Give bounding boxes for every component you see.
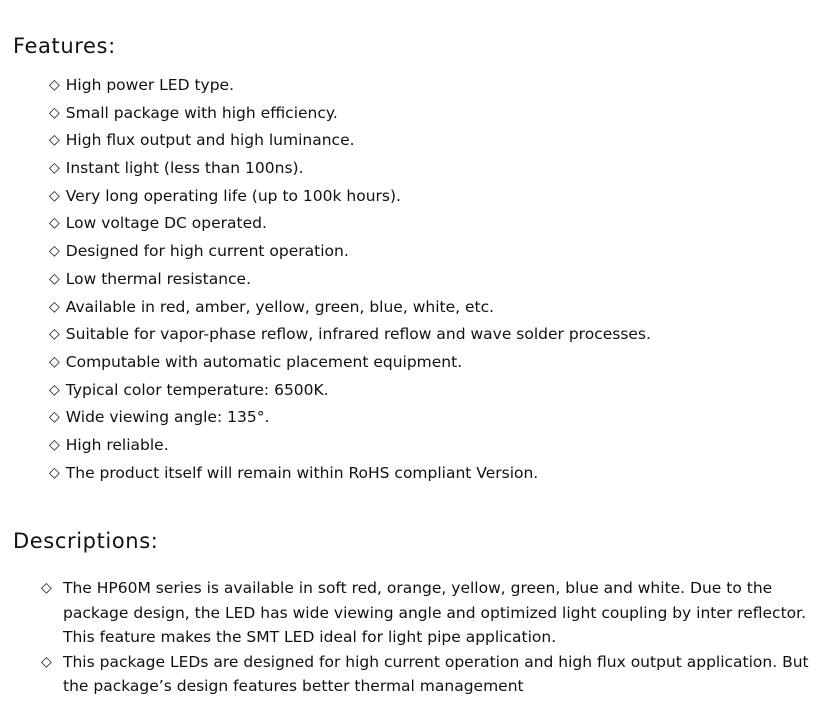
feature-item [49, 297, 651, 325]
feature-item [49, 186, 651, 214]
descriptions-heading: Descriptions: [13, 529, 159, 553]
feature-text: Suitable for vapor-phase reflow, infrared reflow and wave solder processes. [65, 325, 651, 344]
description-item [41, 576, 811, 650]
feature-item [49, 103, 651, 131]
feature-item [49, 213, 651, 241]
feature-text: Available in red, amber, yellow, green, blue, white, etc. [65, 297, 495, 316]
feature-text: Instant light (less than 100ns). [65, 159, 304, 178]
diamond-bullet-icon: ◇ [49, 381, 60, 398]
features-heading: Features: [13, 34, 116, 58]
diamond-bullet-icon: ◇ [49, 104, 60, 121]
feature-item [49, 463, 651, 491]
feature-item [49, 407, 651, 435]
feature-text: Very long operating life (up to 100k hours). [65, 186, 401, 205]
feature-text: Low thermal resistance. [65, 269, 252, 288]
feature-text: High flux output and high luminance. [65, 131, 355, 150]
features-list [49, 75, 651, 490]
feature-item [49, 158, 651, 186]
feature-text: Designed for high current operation. [65, 242, 349, 261]
feature-item [49, 269, 651, 297]
feature-text: High reliable. [65, 435, 169, 454]
diamond-bullet-icon: ◇ [49, 243, 60, 260]
feature-text: Typical color temperature: 6500K. [65, 380, 329, 399]
feature-text: Computable with automatic placement equipment. [65, 352, 463, 371]
description-item [41, 650, 811, 699]
diamond-bullet-icon: ◇ [49, 77, 60, 93]
diamond-bullet-icon: ◇ [41, 653, 52, 670]
feature-text: Small package with high efficiency. [65, 103, 338, 122]
diamond-bullet-icon: ◇ [49, 409, 60, 426]
diamond-bullet-icon: ◇ [49, 270, 60, 287]
diamond-bullet-icon: ◇ [49, 436, 60, 453]
diamond-bullet-icon: ◇ [49, 160, 60, 177]
feature-text: High power LED type. [65, 76, 235, 94]
feature-text: Wide viewing angle: 135°. [65, 408, 270, 427]
description-text: The HP60M series is available in soft red, orange, yellow, green, blue and white. Due to the package design, the LED has wide viewing angle and optimized light coupling by inter reflector. This feature makes the SMT LED ideal for light pipe application. [63, 579, 807, 646]
feature-item [49, 241, 651, 269]
diamond-bullet-icon: ◇ [49, 298, 60, 315]
feature-item [49, 380, 651, 408]
feature-item [49, 130, 651, 158]
diamond-bullet-icon: ◇ [49, 464, 60, 481]
feature-item [49, 324, 651, 352]
feature-item [49, 435, 651, 463]
diamond-bullet-icon: ◇ [49, 132, 60, 149]
feature-item [49, 352, 651, 380]
feature-item [49, 75, 651, 103]
feature-text: Low voltage DC operated. [65, 214, 267, 233]
diamond-bullet-icon: ◇ [49, 326, 60, 343]
diamond-bullet-icon: ◇ [41, 580, 52, 596]
description-text: This package LEDs are designed for high current operation and high flux output application. But the package’s design features better thermal management [63, 652, 809, 695]
descriptions-list [41, 576, 811, 699]
diamond-bullet-icon: ◇ [49, 353, 60, 370]
feature-text: The product itself will remain within RoHS compliant Version. [65, 463, 539, 482]
diamond-bullet-icon: ◇ [49, 215, 60, 232]
diamond-bullet-icon: ◇ [49, 187, 60, 204]
